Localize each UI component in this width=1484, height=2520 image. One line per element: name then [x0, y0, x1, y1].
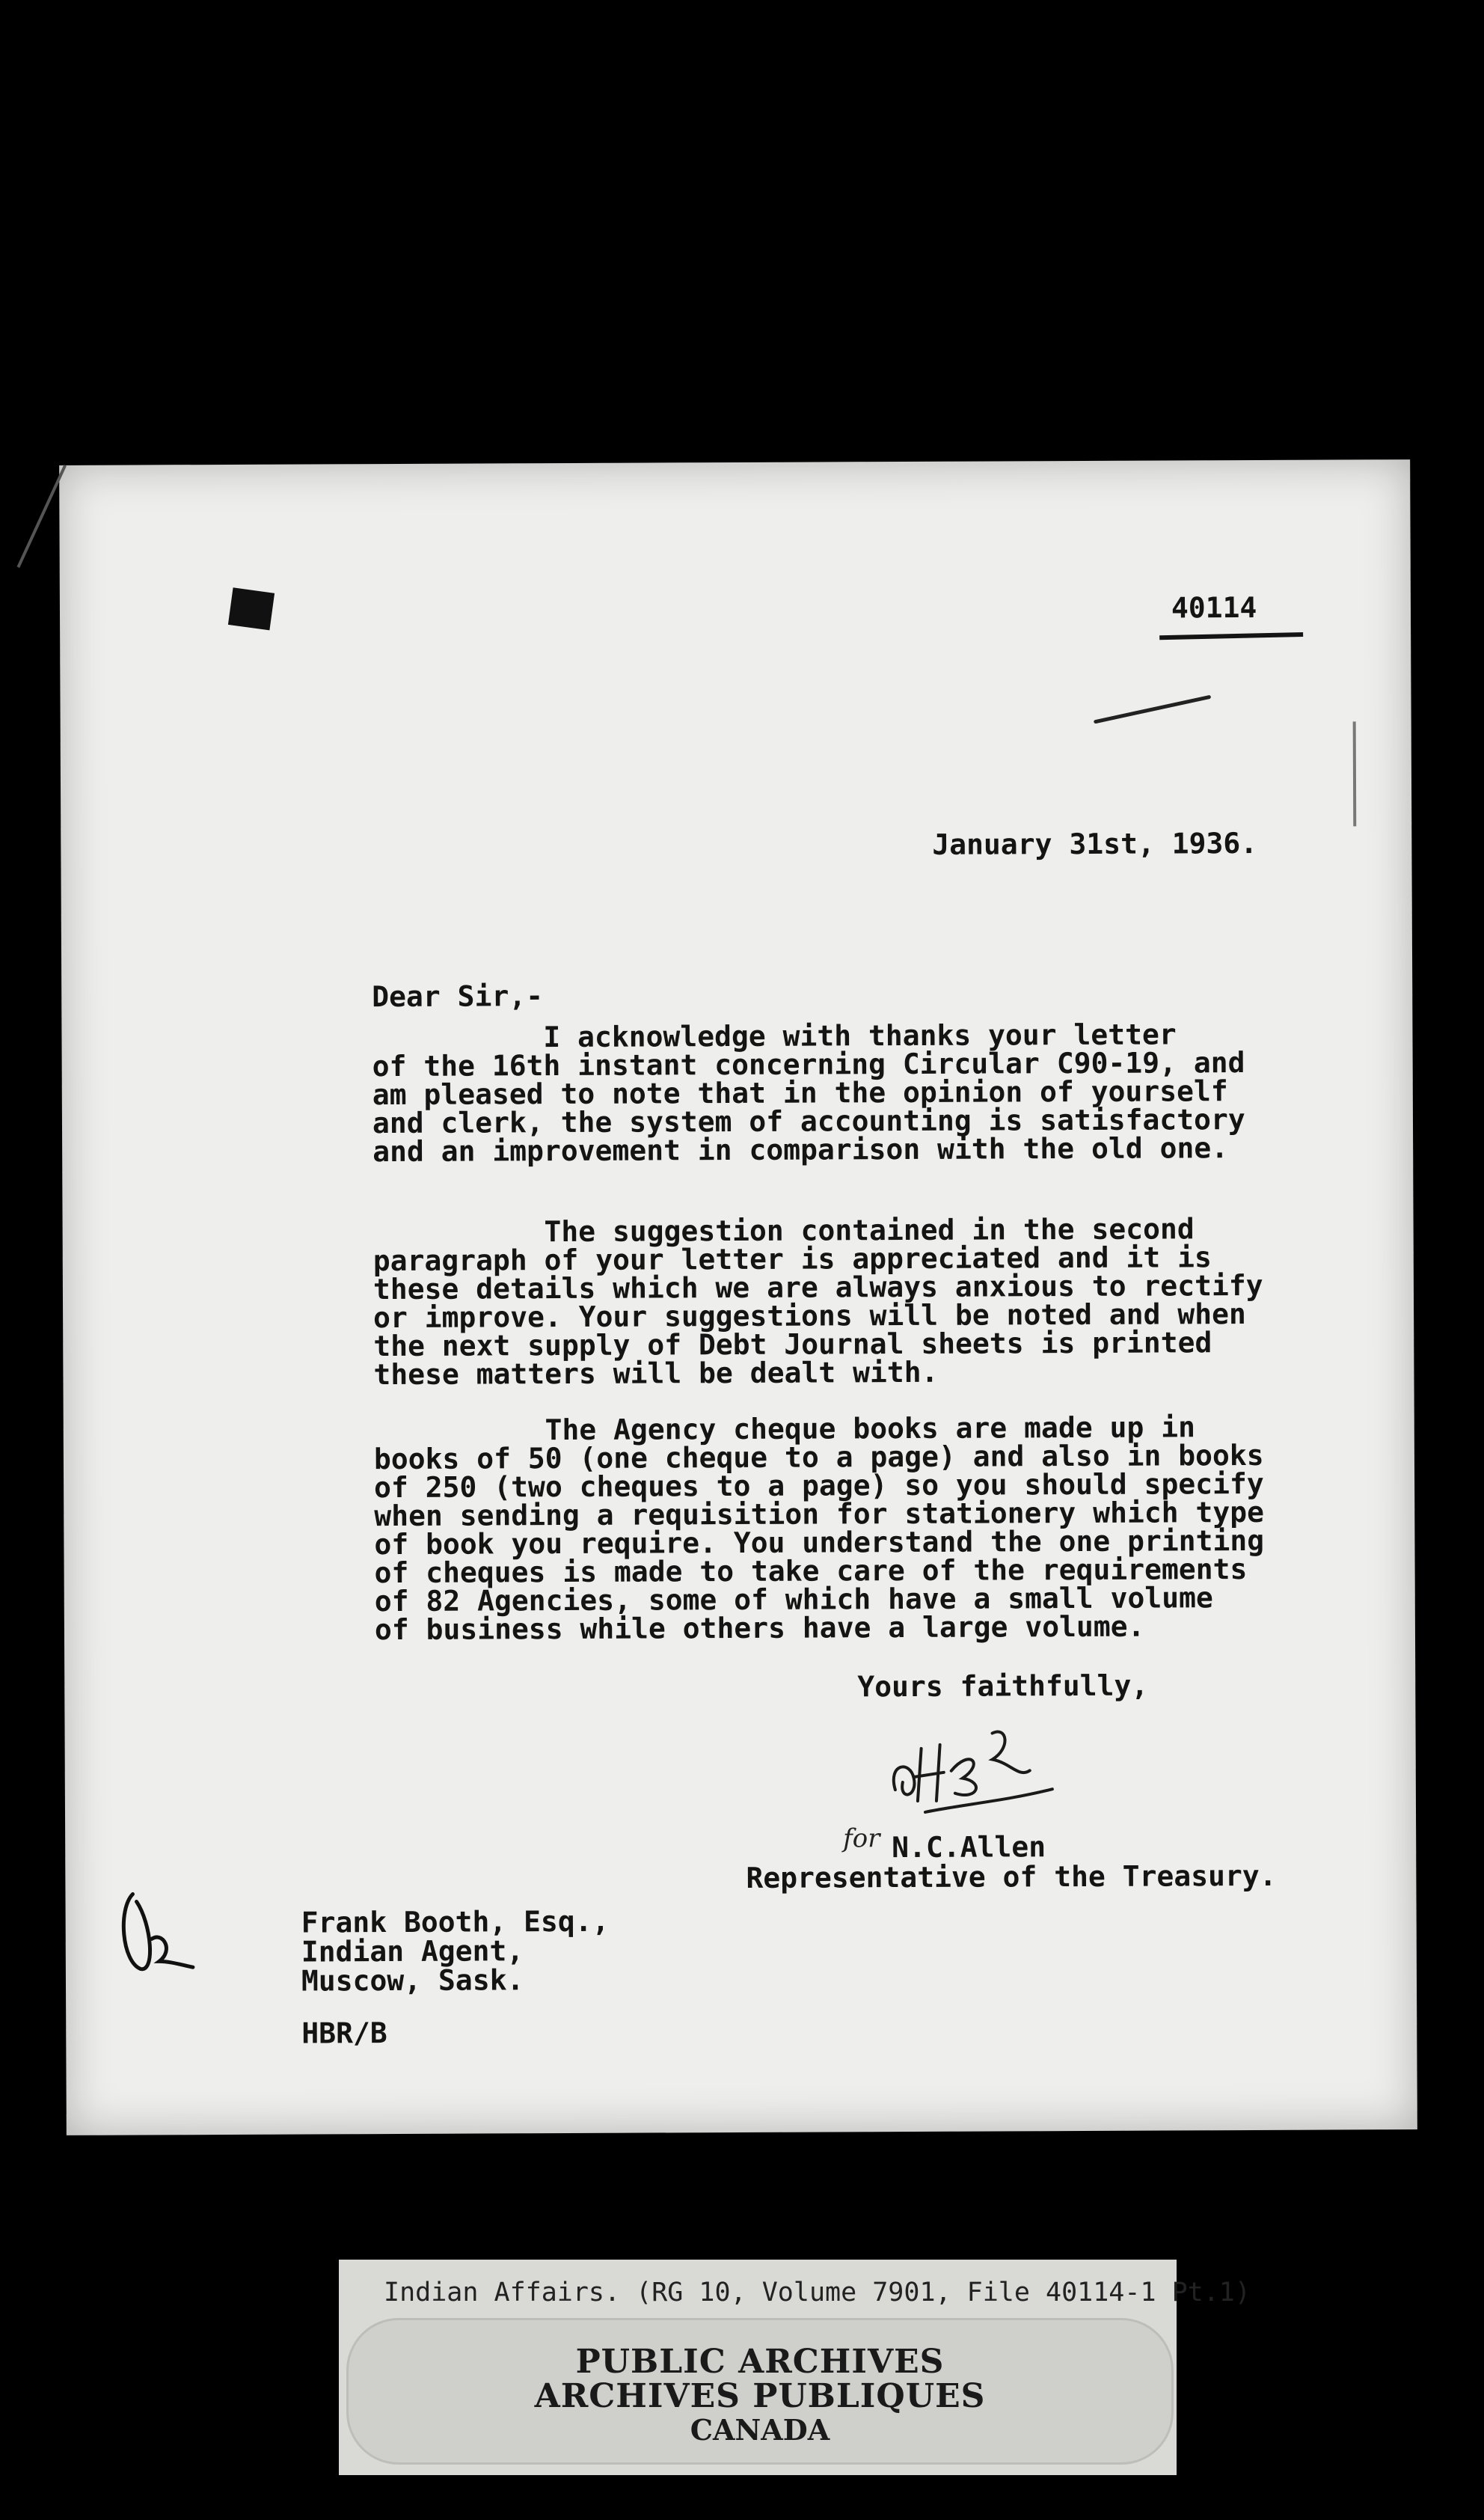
stamp-line: PUBLIC ARCHIVES — [575, 2343, 945, 2381]
archive-label — [339, 2260, 1251, 2475]
file-number: 40114 — [1171, 590, 1257, 625]
body-paragraph-3 — [373, 1410, 1437, 1647]
signature-prefix: for — [843, 1823, 880, 1854]
body-paragraph-1 — [372, 1018, 1435, 1169]
body-line: of book you require. You understand the one printing — [374, 1523, 1265, 1562]
body-paragraph-2 — [372, 1212, 1436, 1392]
file-number-underline — [1159, 632, 1303, 640]
clip-mark — [228, 587, 275, 630]
typist-initials: HBR/B — [301, 2016, 387, 2050]
body-line: am pleased to note that in the opinion of yourself — [372, 1074, 1228, 1112]
body-line: The suggestion contained in the second — [372, 1212, 1195, 1250]
body-line: The Agency cheque books are made up in — [373, 1410, 1195, 1448]
recipient-line: Indian Agent, — [301, 1934, 524, 1969]
archive-stamp — [346, 2318, 1174, 2465]
body-line: of 82 Agencies, some of which have a small volume — [374, 1581, 1213, 1618]
body-line: of business while others have a large volume. — [374, 1609, 1145, 1647]
handwritten-signature — [880, 1718, 1075, 1831]
body-line: of cheques is made to take care of the requirements — [374, 1553, 1248, 1590]
pencil-mark — [1094, 695, 1211, 724]
body-line: I acknowledge with thanks your letter — [372, 1018, 1177, 1055]
signer-title: Representative of the Treasury. — [746, 1859, 1277, 1894]
letter-page — [59, 459, 1417, 2135]
body-line: when sending a requisition for stationery which type — [374, 1495, 1265, 1533]
body-line: these details which we are always anxious to rectify — [372, 1268, 1263, 1306]
body-line: paragraph of your letter is appreciated and it is — [372, 1241, 1212, 1278]
stamp-line: CANADA — [690, 2413, 830, 2447]
body-line: of the 16th instant concerning Circular C90-19, and — [372, 1046, 1245, 1083]
stamp-line: ARCHIVES PUBLIQUES — [534, 2377, 986, 2415]
body-line: and clerk, the system of accounting is satisfactory — [372, 1103, 1245, 1140]
body-line: or improve. Your suggestions will be noted and when — [373, 1297, 1246, 1335]
recipient-line: Frank Booth, Esq., — [301, 1904, 610, 1939]
corner-fold-mark — [17, 465, 67, 568]
body-line: of 250 (two cheques to a page) so you should specify — [374, 1467, 1264, 1505]
margin-handwritten-initials — [110, 1879, 200, 1984]
body-line: and an improvement in comparison with the old one. — [372, 1131, 1229, 1169]
letter-date: January 31st, 1936. — [932, 826, 1258, 861]
recipient-line: Muscow, Sask. — [301, 1963, 524, 1998]
body-line: these matters will be dealt with. — [373, 1355, 939, 1392]
body-line: books of 50 (one cheque to a page) and also in books — [373, 1438, 1264, 1476]
margin-pencil-mark — [1353, 721, 1357, 826]
closing: Yours faithfully, — [857, 1669, 1149, 1704]
salutation: Dear Sir,- — [372, 979, 544, 1014]
recipient-address — [301, 1904, 610, 1998]
body-line: the next supply of Debt Journal sheets is printed — [373, 1326, 1212, 1363]
signer-name: N.C.Allen — [892, 1830, 1046, 1865]
archive-reference: Indian Affairs. (RG 10, Volume 7901, File 40114-1 Pt.1) — [384, 2278, 1251, 2308]
